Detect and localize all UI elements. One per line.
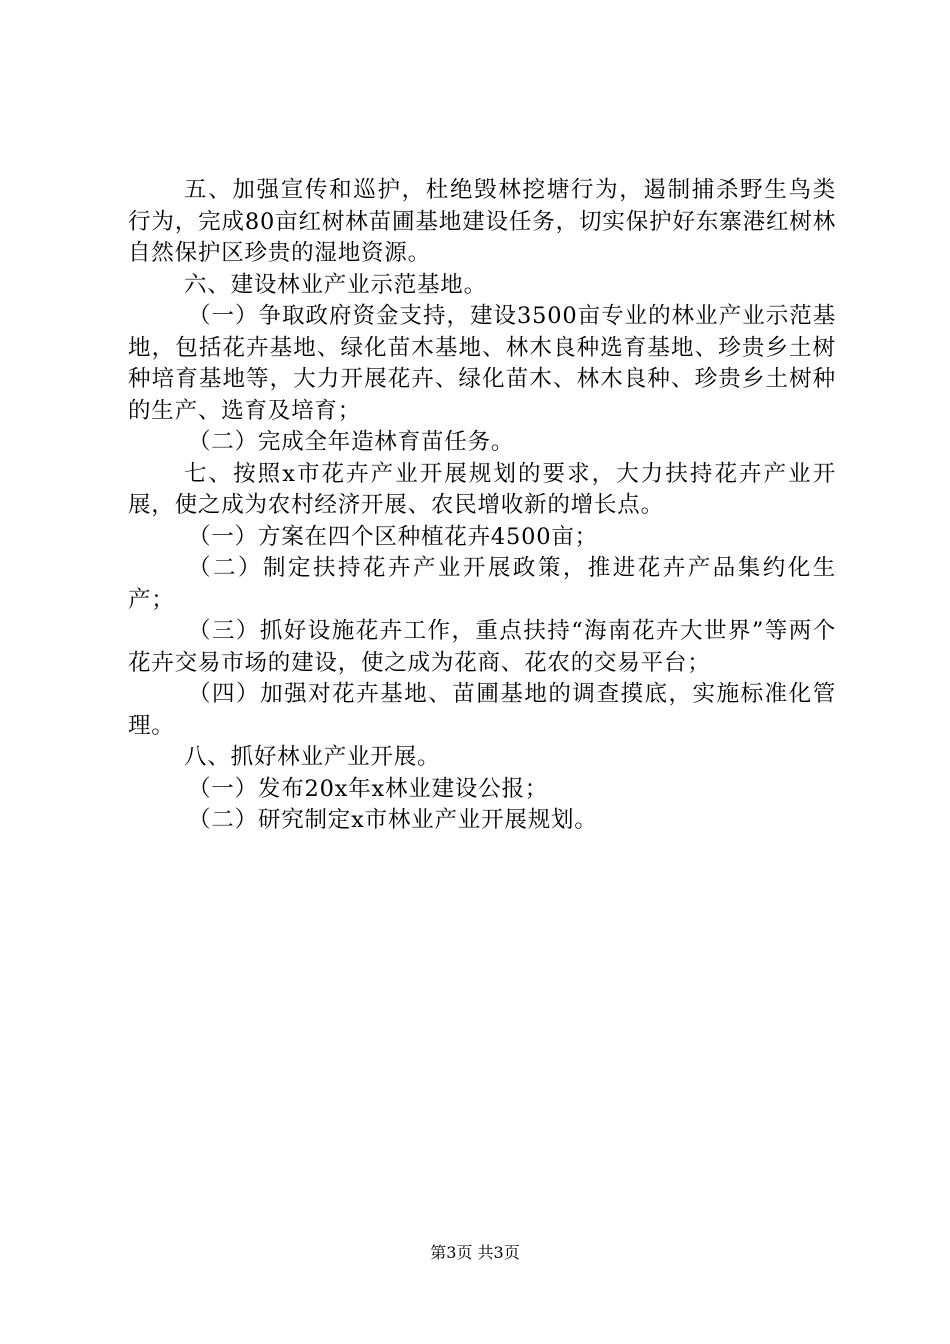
paragraph-section-7-item-1: （一）方案在四个区种植花卉4500亩； (188, 523, 598, 550)
paragraph-section-7-item-4: （四）加强对花卉基地、苗圃基地的调查摸底，实施标准化管理。 (128, 681, 836, 739)
page-footer (0, 1243, 950, 1263)
paragraph-section-7-item-2: （二）制定扶持花卉产业开展政策，推进花卉产品集约化生产； (128, 555, 836, 613)
page-number-label: 第3页 共3页 (430, 1243, 520, 1262)
paragraph-section-8-item-2: （二）研究制定x市林业产业开展规划。 (188, 807, 598, 833)
document-body (128, 175, 836, 837)
paragraph-section-8-item-1: （一）发布20x年x林业建设公报； (188, 775, 549, 802)
paragraph-section-6-item-1: （一）争取政府资金支持，建设3500亩专业的林业产业示范基地，包括花卉基地、绿化苗木基地、林木良种选育基地、珍贵乡土树种培育基地等，大力开展花卉、绿化苗木、林木良种、珍贵乡土树种的生产、选育及培育； (128, 303, 836, 424)
paragraph-section-6-heading: 六、建设林业产业示范基地。 (184, 271, 487, 298)
paragraph-section-7-item-3: （三）抓好设施花卉工作，重点扶持“海南花卉大世界”等两个花卉交易市场的建设，使之成为花商、花农的交易平台； (128, 618, 836, 676)
paragraph-section-6-item-2: （二）完成全年造林育苗任务。 (188, 429, 515, 455)
paragraph-section-7-heading: 七、按照x市花卉产业开展规划的要求，大力扶持花卉产业开展，使之成为农村经济开展、农民增收新的增长点。 (128, 460, 836, 518)
paragraph-section-8-heading: 八、抓好林业产业开展。 (184, 744, 441, 770)
paragraph-section-5: 五、加强宣传和巡护，杜绝毁林挖塘行为，遏制捕杀野生鸟类行为，完成80亩红树林苗圃基地建设任务，切实保护好东寨港红树林自然保护区珍贵的湿地资源。 (128, 177, 836, 266)
